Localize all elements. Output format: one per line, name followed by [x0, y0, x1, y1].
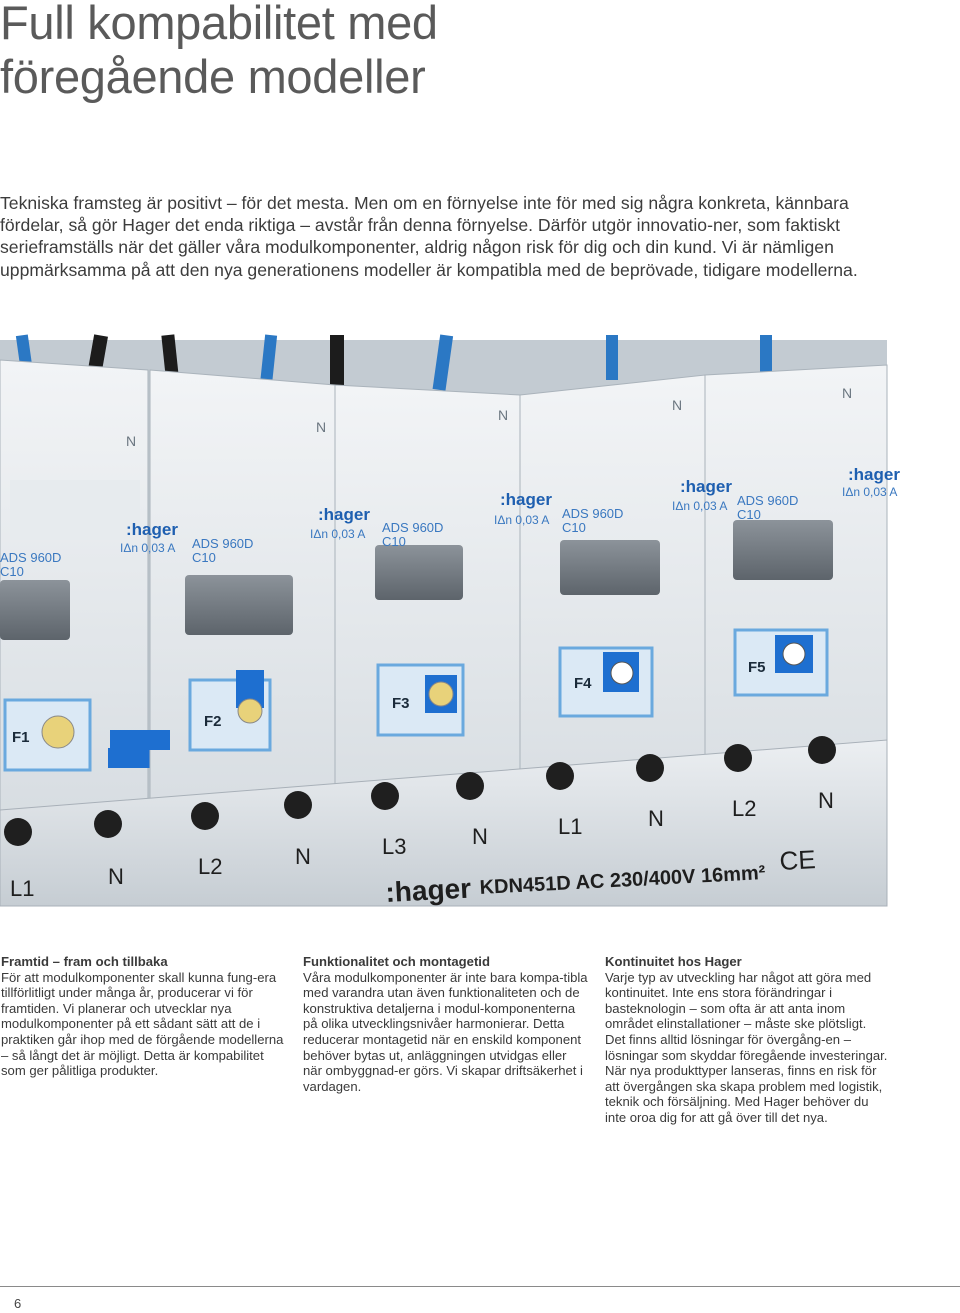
terminal-label: L2: [198, 854, 223, 879]
terminal-label: N: [295, 844, 311, 869]
fuse-label-f5: F5: [748, 659, 766, 676]
column-heading: Framtid – fram och tillbaka: [1, 954, 168, 969]
fuse-label-f4: F4: [574, 675, 592, 692]
module-n-marking: N: [672, 397, 683, 413]
intro-paragraph: Tekniska framsteg är positivt – för det mesta. Men om en förnyelse inte för med sig några konkreta, kännbara fördelar, så gör Hager det enda riktiga – avstår från denna förnyelse. Därför utgör innovatio-ner, som faktiskt serieframställs när det gäller våra modulkomponenter, aldrig någon risk för dig och din kund. Vi är nämligen uppmärksamma på att den nya generationens modeller är kompatibla med de beprövade, tidigare modellerna.: [0, 193, 858, 280]
column-heading: Kontinuitet hos Hager: [605, 954, 742, 969]
fuse-label-f2: F2: [204, 713, 222, 730]
terminal-label: L2: [732, 796, 757, 821]
page-title: [0, 0, 438, 104]
module-brand-label: :hager: [680, 477, 732, 496]
module-rating-label: C10: [737, 507, 761, 522]
module-n-marking: N: [316, 419, 327, 435]
column-framtid: [1, 954, 286, 1079]
terminal-label: L3: [382, 834, 407, 859]
column-body: Våra modulkomponenter är inte bara kompa-tibla med varandra utan även funktionaliteten och de konstruktiva detaljerna i modul-komponenterna på olika utvecklingsnivåer harmonierar. Detta reducerar montagetid när en enskild komponent behöver bytas ut, anläggningen utvidgas eller när ombyggnad-er görs. Vi skapar driftsäkerhet i vardagen.: [303, 969, 588, 1094]
module-idn-label: IΔn 0,03 A: [842, 485, 898, 499]
ce-mark: CE: [778, 844, 817, 876]
column-funktionalitet: [303, 954, 588, 1094]
fuse-label-f3: F3: [392, 695, 410, 712]
terminal-label: N: [818, 788, 834, 813]
rail-brand-label: :hager: [384, 872, 472, 908]
module-brand-label: :hager: [500, 490, 552, 509]
column-body: Varje typ av utveckling har något att göra med kontinuitet. Inte ens stora förändringar i basteknologin – som ofta är att anta inom området elinstallationer – måste ske plötsligt. Det finns alltid lösningar för övergång-en – lösningar som skyddar föregående investeringar. När nya produkttyper lanseras, finns en risk för att övergången ska skapa problem med logistik, teknik och försäljning. Med Hager behöver du inte oroa dig for att gå över till det nya.: [605, 969, 888, 1125]
terminal-label: N: [108, 864, 124, 889]
footer-rule: [0, 1286, 960, 1287]
module-rating-label: C10: [562, 520, 586, 535]
module-brand-label: :hager: [126, 520, 178, 539]
module-idn-label: IΔn 0,03 A: [494, 513, 550, 527]
module-rating-label: C10: [192, 550, 216, 565]
module-brand-label: :hager: [848, 465, 900, 484]
module-n-marking: N: [126, 433, 137, 449]
product-photo: [0, 340, 900, 908]
terminal-label: N: [472, 824, 488, 849]
rail-spec-label: KDN451D AC 230/400V 16mm²: [479, 862, 766, 899]
module-rating-label: C10: [382, 534, 406, 549]
module-idn-label: IΔn 0,03 A: [672, 499, 728, 513]
terminal-label: L1: [558, 814, 583, 839]
module-model-label: ADS 960D: [562, 506, 624, 521]
module-model-label: ADS 960D: [382, 520, 444, 535]
terminal-label: L1: [10, 876, 35, 901]
module-model-label: ADS 960D: [0, 550, 62, 565]
column-heading: Funktionalitet och montagetid: [303, 954, 490, 969]
terminal-label: N: [648, 806, 664, 831]
module-n-marking: N: [498, 407, 509, 423]
page-title-line1: Full kompabilitet med: [0, 0, 438, 49]
module-rating-label: C10: [0, 564, 24, 579]
page-title-line2: föregående modeller: [0, 50, 426, 103]
module-brand-label: :hager: [318, 505, 370, 524]
module-idn-label: IΔn 0,03 A: [310, 527, 366, 541]
module-model-label: ADS 960D: [192, 536, 254, 551]
fuse-label-f1: F1: [12, 729, 30, 746]
module-n-marking: N: [842, 385, 853, 401]
module-idn-label: IΔn 0,03 A: [120, 541, 176, 555]
module-model-label: ADS 960D: [737, 493, 799, 508]
page-number: 6: [14, 1296, 22, 1311]
column-kontinuitet: [605, 954, 890, 1126]
column-body: För att modulkomponenter skall kunna fung-era tillförlitligt under många år, producerar vi för framtiden. Vi planerar och utvecklar nya modulkomponenter på ett sådant sätt att de i praktiken går ihop med de förgående modellerna – så långt det är möjligt. Detta är kompabilitet som ger pålitliga produkter.: [1, 969, 284, 1079]
